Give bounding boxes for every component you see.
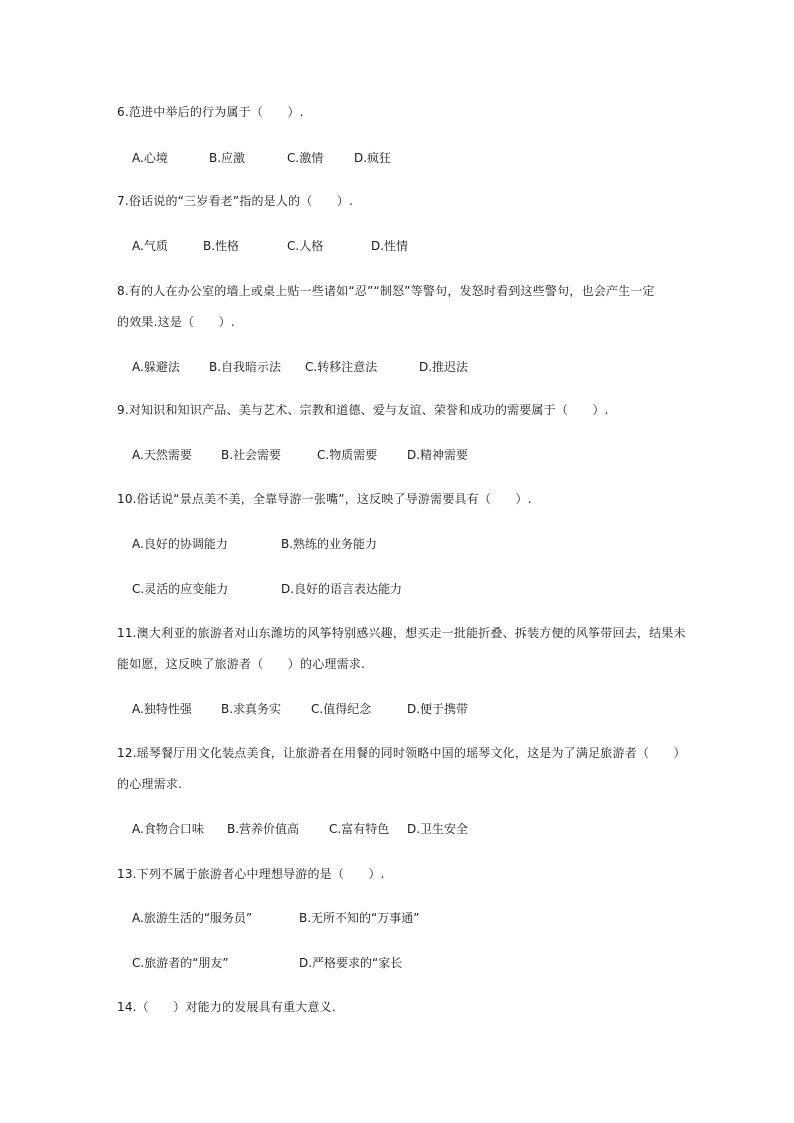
option-c: C.旅游者的“朋友” xyxy=(132,956,229,970)
option-d: D.严格要求的“家长 xyxy=(299,956,403,970)
question-6-stem: 6.范进中举后的行为属于（ ）. xyxy=(117,105,304,119)
option-d: D.良好的语言表达能力 xyxy=(281,582,403,596)
option-b: B.无所不知的“万事通” xyxy=(299,911,420,925)
option-b: B.熟练的业务能力 xyxy=(281,537,378,551)
option-c: C.灵活的应变能力 xyxy=(132,582,229,596)
option-d: D.性情 xyxy=(371,239,409,253)
option-b: B.应激 xyxy=(209,151,246,165)
option-a: A.心境 xyxy=(132,151,168,165)
option-c: C.转移注意法 xyxy=(305,360,378,374)
option-b: B.社会需要 xyxy=(221,448,282,462)
option-c: C.富有特色 xyxy=(329,822,390,836)
question-13-stem: 13.下列不属于旅游者心中理想导游的是（ ）. xyxy=(117,867,385,881)
option-a: A.独特性强 xyxy=(132,702,192,716)
option-d: D.疯狂 xyxy=(354,151,392,165)
question-12-stem-line1: 12.瑶琴餐厅用文化装点美食，让旅游者在用餐的同时领略中国的瑶琴文化，这是为了满足旅游者（ ） xyxy=(117,746,686,760)
option-c: C.人格 xyxy=(287,239,324,253)
question-11-stem-line2: 能如愿，这反映了旅游者（ ）的心理需求. xyxy=(117,657,366,671)
option-c: C.激情 xyxy=(287,151,324,165)
option-d: D.推迟法 xyxy=(419,360,469,374)
option-a: A.良好的协调能力 xyxy=(132,537,228,551)
option-b: B.自我暗示法 xyxy=(209,360,282,374)
option-a: A.气质 xyxy=(132,239,168,253)
question-10-stem: 10.俗话说“景点美不美，全靠导游一张嘴”，这反映了导游需要具有（ ）. xyxy=(117,492,532,506)
option-c: C.值得纪念 xyxy=(311,702,372,716)
option-c: C.物质需要 xyxy=(317,448,378,462)
option-a: A.躲避法 xyxy=(132,360,180,374)
option-b: B.求真务实 xyxy=(221,702,282,716)
question-7-stem: 7.俗话说的“三岁看老”指的是人的（ ）. xyxy=(117,194,354,208)
option-b: B.营养价值高 xyxy=(227,822,300,836)
option-a: A.天然需要 xyxy=(132,448,192,462)
option-a: A.食物合口味 xyxy=(132,822,204,836)
question-12-stem-line2: 的心理需求. xyxy=(117,777,183,791)
question-8-stem-line1: 8.有的人在办公室的墙上或桌上贴一些诸如“忍”“制怒”等警句，发怒时看到这些警句，也会产生一定 xyxy=(117,284,655,298)
question-14-stem: 14.（ ）对能力的发展具有重大意义. xyxy=(117,1000,336,1014)
question-11-stem-line1: 11.澳大利亚的旅游者对山东潍坊的风筝特别感兴趣，想买走一批能折叠、拆装方便的风筝带回去，结果未 xyxy=(117,626,686,640)
option-b: B.性格 xyxy=(203,239,240,253)
option-a: A.旅游生活的“服务员” xyxy=(132,911,253,925)
option-d: D.便于携带 xyxy=(407,702,469,716)
question-9-stem: 9.对知识和知识产品、美与艺术、宗教和道德、爱与友谊、荣誉和成功的需要属于（ ）. xyxy=(117,403,609,417)
question-8-stem-line2: 的效果.这是（ ）. xyxy=(117,315,235,329)
option-d: D.卫生安全 xyxy=(407,822,469,836)
option-d: D.精神需要 xyxy=(407,448,469,462)
